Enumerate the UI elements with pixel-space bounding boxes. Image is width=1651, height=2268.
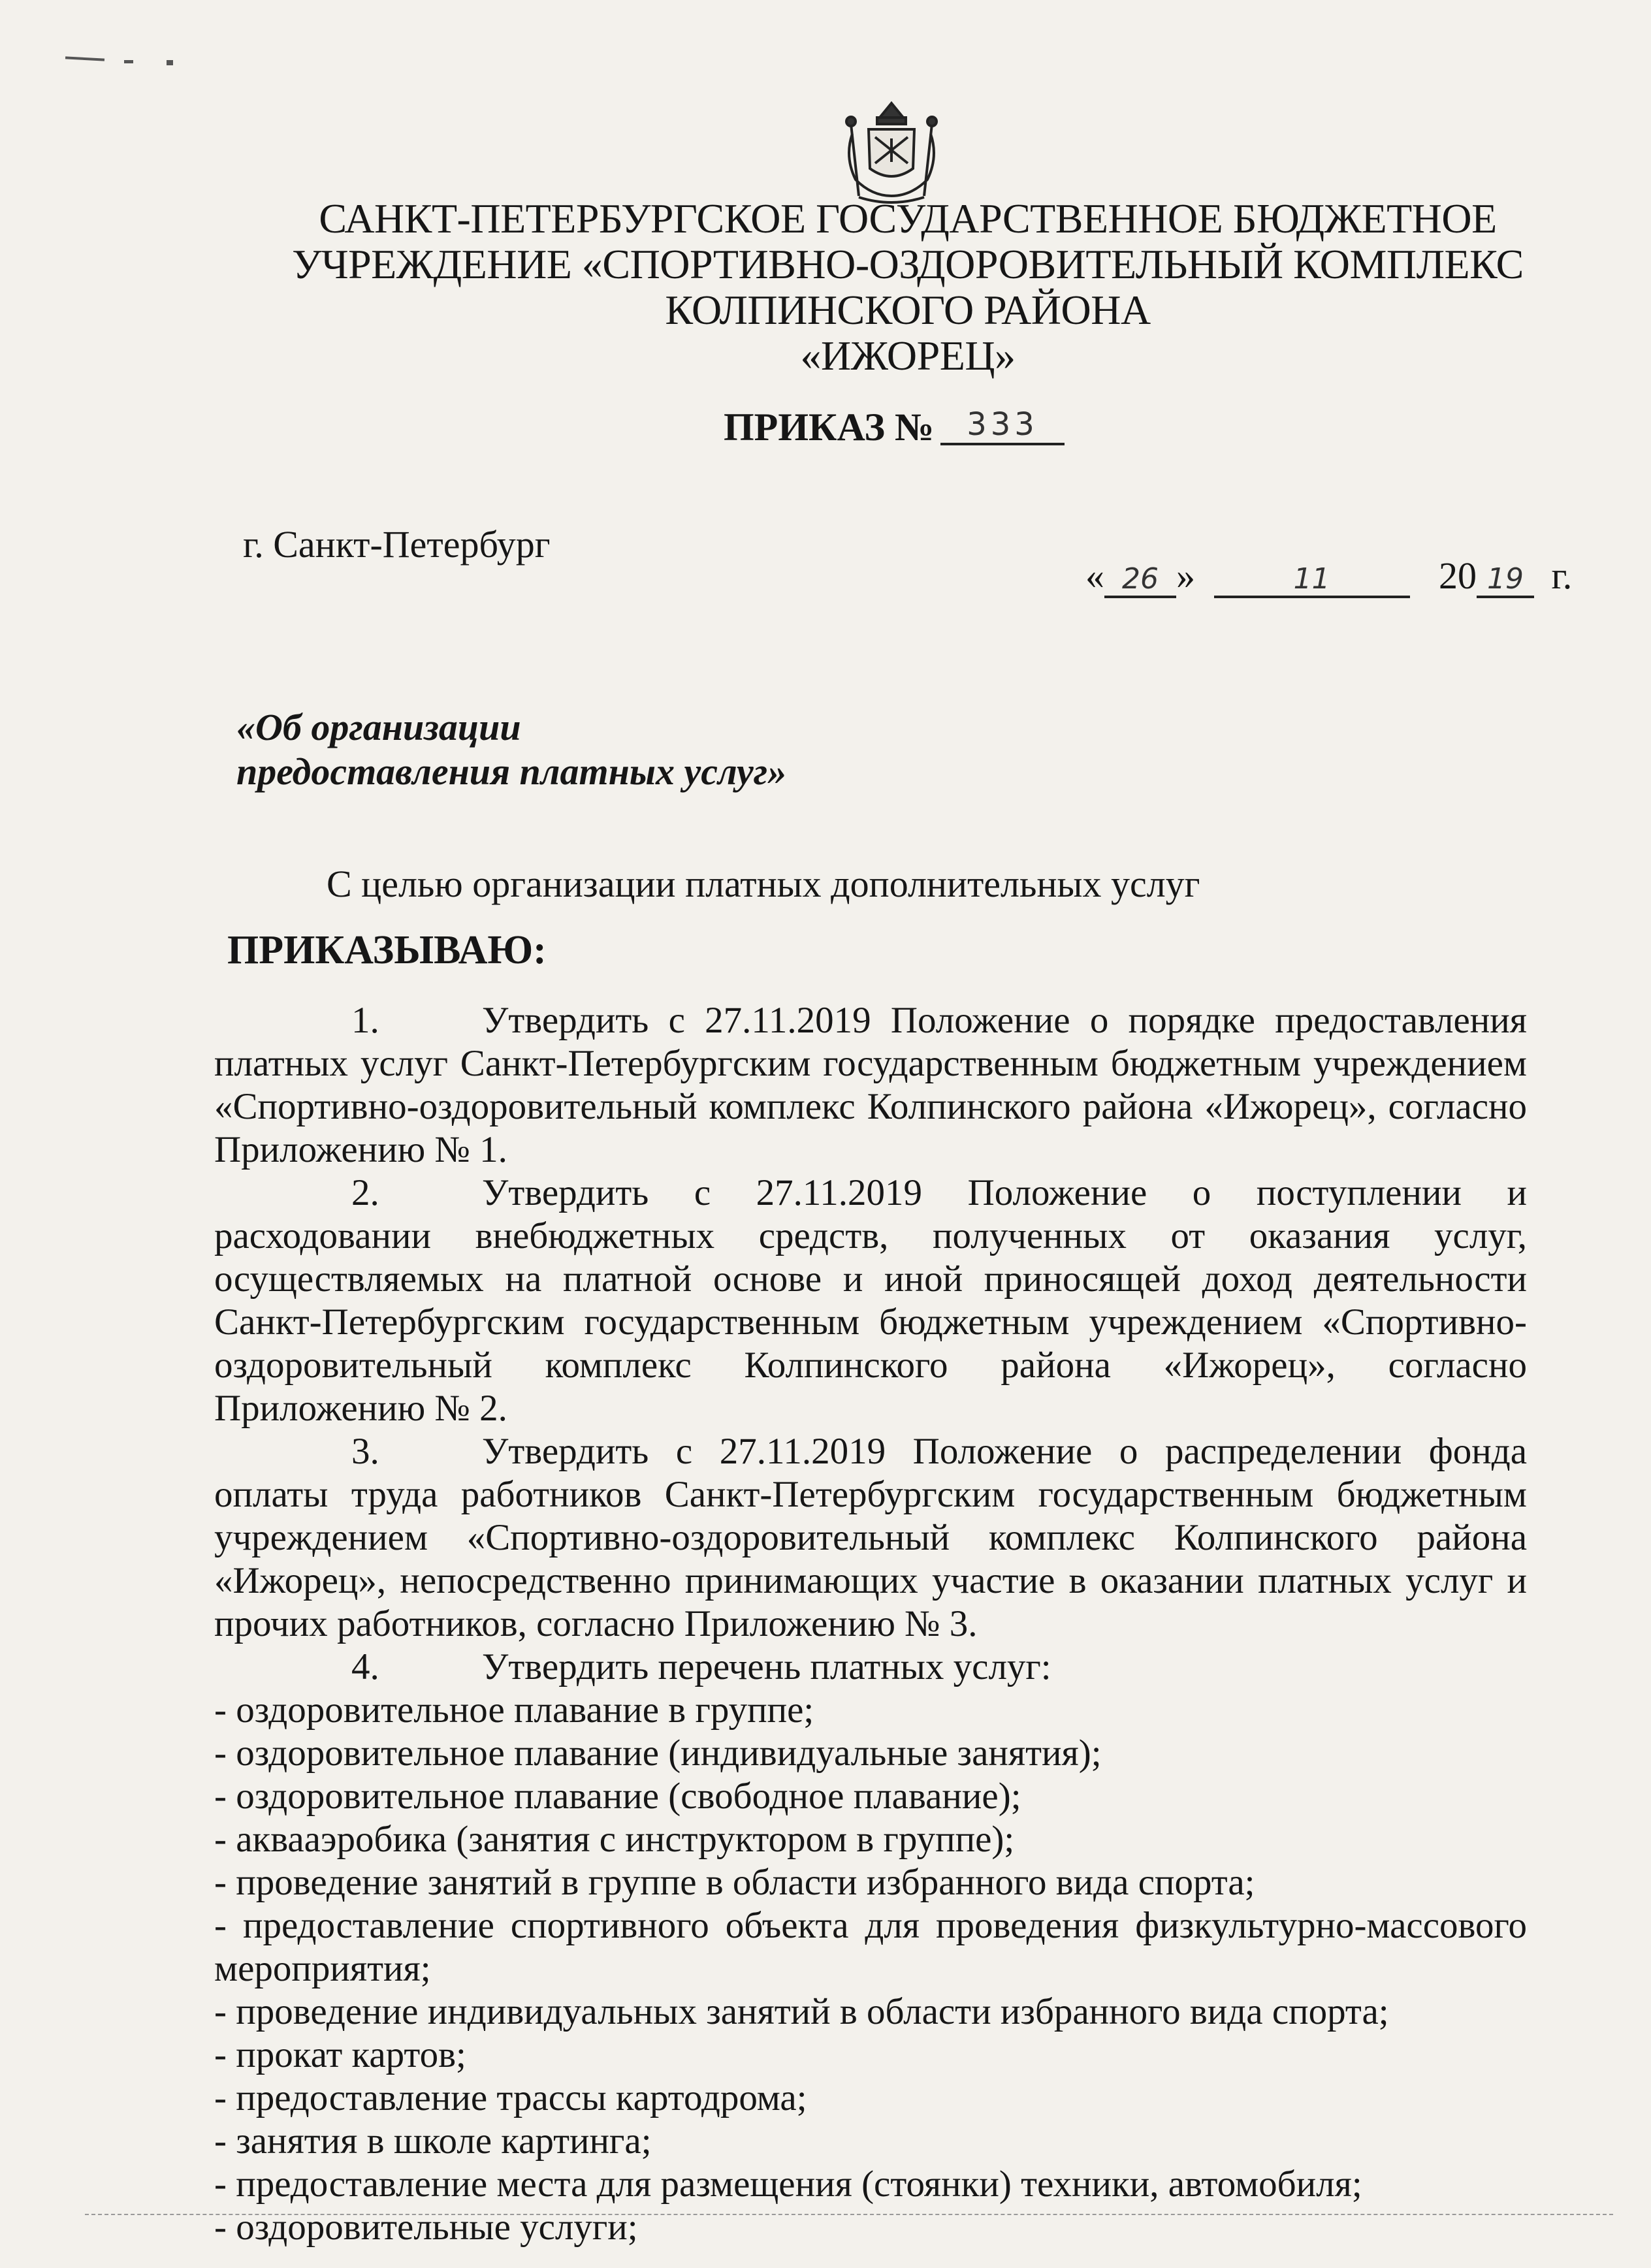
order-item (214, 1430, 1527, 1646)
date-year-suffix: 19 (1477, 562, 1534, 598)
item-text: Утвердить с 27.11.2019 Положение о распределении фонда оплаты труда работников Санкт-Петербургским государственным бюджетным учреждением «Спортивно-оздоровительный комплекс Колпинского района «Ижорец», непосредственно принимающих участие в оказании платных услуг и прочих работников, согласно Приложению № 3. (214, 1431, 1527, 1644)
service-item: - предоставление места для размещения (стоянки) техники, автомобиля; (214, 2164, 1362, 2205)
service-item: - оздоровительное плавание (индивидуальные занятия); (214, 1733, 1102, 1774)
order-subject (236, 705, 786, 794)
service-item: - проведение занятий в группе в области избранного вида спорта; (214, 1862, 1255, 1903)
org-line: САНКТ-ПЕТЕРБУРГСКОЕ ГОСУДАРСТВЕННОЕ БЮДЖЕТНОЕ (319, 195, 1497, 242)
service-item: - оздоровительные услуги; (214, 2207, 638, 2248)
scan-mark (65, 56, 104, 61)
scan-mark (167, 60, 173, 65)
date-open-quote: « (1085, 554, 1104, 597)
decree-word: ПРИКАЗЫВАЮ: (227, 928, 547, 972)
city: г. Санкт-Петербург (243, 523, 551, 566)
order-item (214, 1646, 1527, 1689)
date-year-mark: г. (1551, 554, 1573, 597)
order-date (1085, 554, 1572, 598)
subject-line: «Об организации (236, 706, 521, 748)
order-number: 333 (940, 406, 1065, 445)
item-number: 4. (351, 1646, 379, 1687)
order-item (214, 1172, 1527, 1430)
scan-bottom-edge (85, 2214, 1613, 2215)
item-number: 2. (351, 1172, 379, 1213)
service-item: - занятия в школе картинга; (214, 2120, 652, 2162)
service-item: - проведение индивидуальных занятий в области избранного вида спорта; (214, 1991, 1389, 2032)
scan-mark (124, 60, 133, 63)
order-title: ПРИКАЗ № (724, 406, 935, 449)
services-list (214, 1689, 1527, 2249)
org-line: КОЛПИНСКОГО РАЙОНА (665, 287, 1151, 333)
service-item: - прокат картов; (214, 2034, 466, 2075)
date-close-quote: » (1176, 554, 1195, 597)
service-item: - оздоровительное плавание (свободное плавание); (214, 1776, 1021, 1817)
item-text: Утвердить с 27.11.2019 Положение о порядке предоставления платных услуг Санкт-Петербургским государственным бюджетным учреждением «Спортивно-оздоровительный комплекс Колпинского района «Ижорец», согласно Приложению № 1. (214, 1000, 1527, 1170)
organization-name (261, 196, 1554, 379)
date-year-prefix: 20 (1439, 554, 1477, 597)
order-body (214, 999, 1527, 2249)
intro-text: С целью организации платных дополнительных услуг (327, 863, 1200, 905)
date-month: 11 (1214, 562, 1410, 598)
item-text: Утвердить перечень платных услуг: (482, 1646, 1051, 1687)
item-number: 1. (351, 1000, 379, 1041)
item-number: 3. (351, 1431, 379, 1472)
st-petersburg-coat-of-arms-icon (839, 98, 944, 206)
subject-line: предоставления платных услуг» (236, 750, 787, 793)
item-text: Утвердить с 27.11.2019 Положение о поступлении и расходовании внебюджетных средств, полученных от оказания услуг, осуществляемых на платной основе и иной приносящей доход деятельности Санкт-Петербургским государственным бюджетным учреждением «Спортивно-оздоровительный комплекс Колпинского района «Ижорец», согласно Приложению № 2. (214, 1172, 1527, 1429)
order-item (214, 999, 1527, 1172)
org-line: «ИЖОРЕЦ» (800, 332, 1016, 379)
service-item: - оздоровительное плавание в группе; (214, 1689, 814, 1731)
service-item: - аквааэробика (занятия с инструктором в группе); (214, 1819, 1015, 1860)
org-line: УЧРЕЖДЕНИЕ «СПОРТИВНО-ОЗДОРОВИТЕЛЬНЫЙ КОМПЛЕКС (292, 241, 1524, 287)
service-item: - предоставление спортивного объекта для проведения физкультурно-массового мероприятия; (214, 1905, 1527, 1989)
service-item: - предоставление трассы картодрома; (214, 2077, 807, 2118)
date-day: 26 (1104, 562, 1176, 598)
